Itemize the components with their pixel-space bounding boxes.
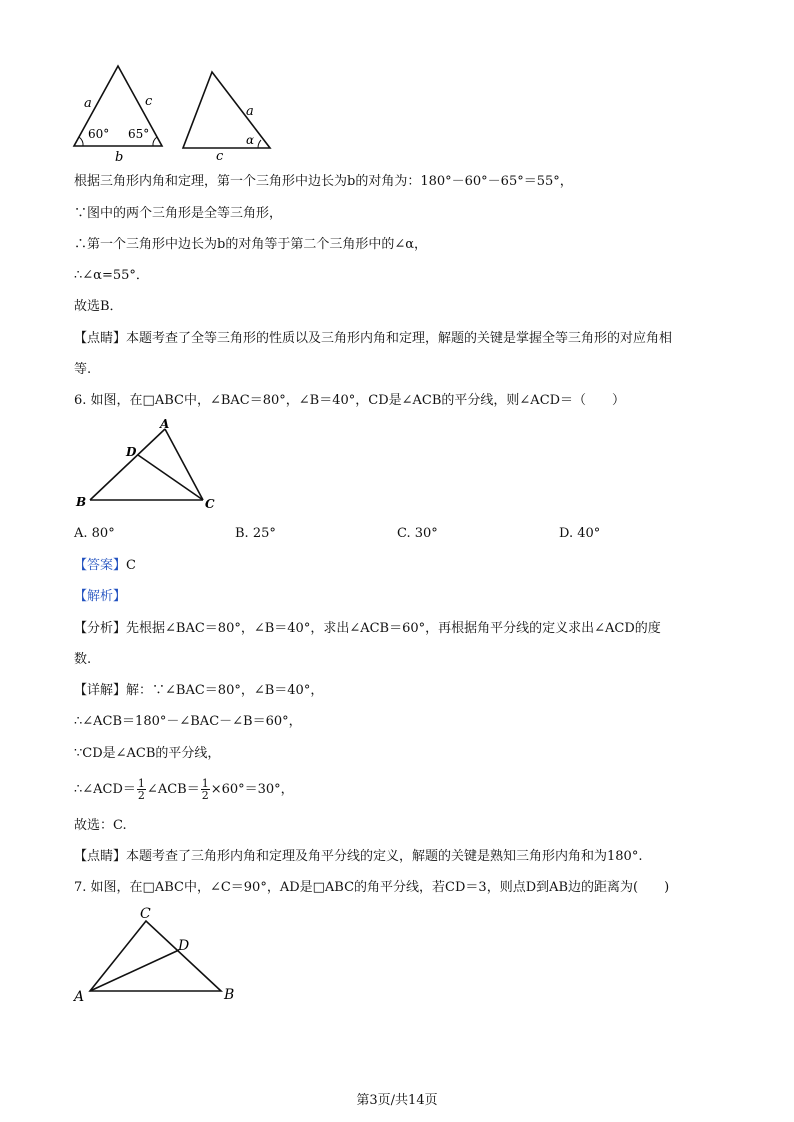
q6-stem: 6. 如图，在□ABC中，∠BAC＝80°，∠B＝40°，CD是∠ACB的平分线，则∠ACD＝（ ） <box>74 393 626 408</box>
q6-fenxi <box>74 620 661 638</box>
q6-triangle-figure <box>72 416 222 516</box>
prev-solution-line-3: ∴第一个三角形中边长为b的对角等于第二个三角形中的∠α， <box>74 237 427 252</box>
q6-answer <box>74 557 136 575</box>
q7-stem: 7. 如图，在□ABC中，∠C＝90°，AD是□ABC的角平分线，若CD＝3，则点D到AB边的距离为( ) <box>74 880 670 895</box>
tri1-angle-left: 60° <box>88 127 110 141</box>
triangle-2 <box>183 72 270 164</box>
prev-solution-line-2: ∵图中的两个三角形是全等三角形， <box>74 206 283 221</box>
q7-point-a: A <box>74 989 85 1003</box>
q7-point-b: B <box>224 987 235 1003</box>
comment-tag: 【点睛】 <box>74 331 127 346</box>
answer-tag: 【答案】 <box>74 558 127 573</box>
fraction-half-1: $\frac{1}{2}$ <box>137 777 145 802</box>
tri2-label-a: a <box>246 104 254 119</box>
prev-comment-line-2: 等. <box>74 362 92 377</box>
tri1-label-a: a <box>84 96 92 111</box>
tri1-angle-right: 65° <box>128 127 150 141</box>
q6-option-b[interactable]: B. 25° <box>235 526 276 541</box>
q7-point-c: C <box>140 906 151 922</box>
q6-option-c[interactable]: C. 30° <box>397 526 438 541</box>
detail-line4-prefix: ∴∠ACD＝ <box>74 782 136 797</box>
prev-solution-line-4: ∴∠α=55°． <box>74 268 149 283</box>
triangle-1 <box>74 66 162 165</box>
q6-detail <box>74 682 323 700</box>
q6-fenxi-line-2: 数. <box>74 652 92 667</box>
congruent-triangles-figure <box>70 60 280 166</box>
fenxi-tag: 【分析】 <box>74 621 127 636</box>
q6-point-d: D <box>126 445 137 459</box>
fraction-half-2: $\frac{1}{2}$ <box>201 777 209 802</box>
prev-solution-line-1: 根据三角形内角和定理，第一个三角形中边长为b的对角为：180°－60°－65°＝55°， <box>74 174 573 189</box>
q6-analysis-tag: 【解析】 <box>74 589 127 604</box>
prev-comment <box>74 330 672 348</box>
fenxi-text: 先根据∠BAC＝80°，∠B＝40°，求出∠ACB＝60°，再根据角平分线的定义求出∠ACD的度 <box>126 621 661 636</box>
detail-line4-mid: ∠ACB＝ <box>146 782 200 797</box>
tri2-label-alpha: α <box>246 133 255 147</box>
answer-value: C <box>126 558 136 573</box>
q6-point-a: A <box>160 417 170 431</box>
q6-comment <box>74 848 642 866</box>
comment-tag: 【点睛】 <box>74 849 127 864</box>
comment-text: 本题考查了三角形内角和定理及角平分线的定义，解题的关键是熟知三角形内角和为180°. <box>126 849 643 864</box>
q6-detail-line-3: ∵CD是∠ACB的平分线， <box>74 746 221 761</box>
detail-text: 解：∵∠BAC＝80°，∠B＝40°， <box>126 683 324 698</box>
prev-solution-line-5: 故选B． <box>74 299 123 314</box>
tri1-label-b: b <box>115 150 124 165</box>
q7-point-d: D <box>178 938 190 954</box>
tri1-label-c: c <box>145 94 153 109</box>
q6-detail-line-5: 故选：C. <box>74 818 127 833</box>
q7-triangle-figure <box>70 903 250 1003</box>
page-footer: 第3页/共14页 <box>356 1093 438 1108</box>
q6-point-b: B <box>76 495 87 509</box>
detail-tag: 【详解】 <box>74 683 127 698</box>
q6-option-d[interactable]: D. 40° <box>559 526 601 541</box>
q6-point-c: C <box>205 497 215 511</box>
q6-detail-line-4 <box>74 778 294 802</box>
comment-text: 本题考查了全等三角形的性质以及三角形内角和定理，解题的关键是掌握全等三角形的对应角相 <box>126 331 673 346</box>
tri2-label-c: c <box>216 149 224 164</box>
q6-option-a[interactable]: A. 80° <box>74 526 115 541</box>
q6-detail-line-2: ∴∠ACB＝180°－∠BAC－∠B＝60°， <box>74 714 302 729</box>
detail-line4-suffix: ×60°＝30°， <box>210 782 294 797</box>
